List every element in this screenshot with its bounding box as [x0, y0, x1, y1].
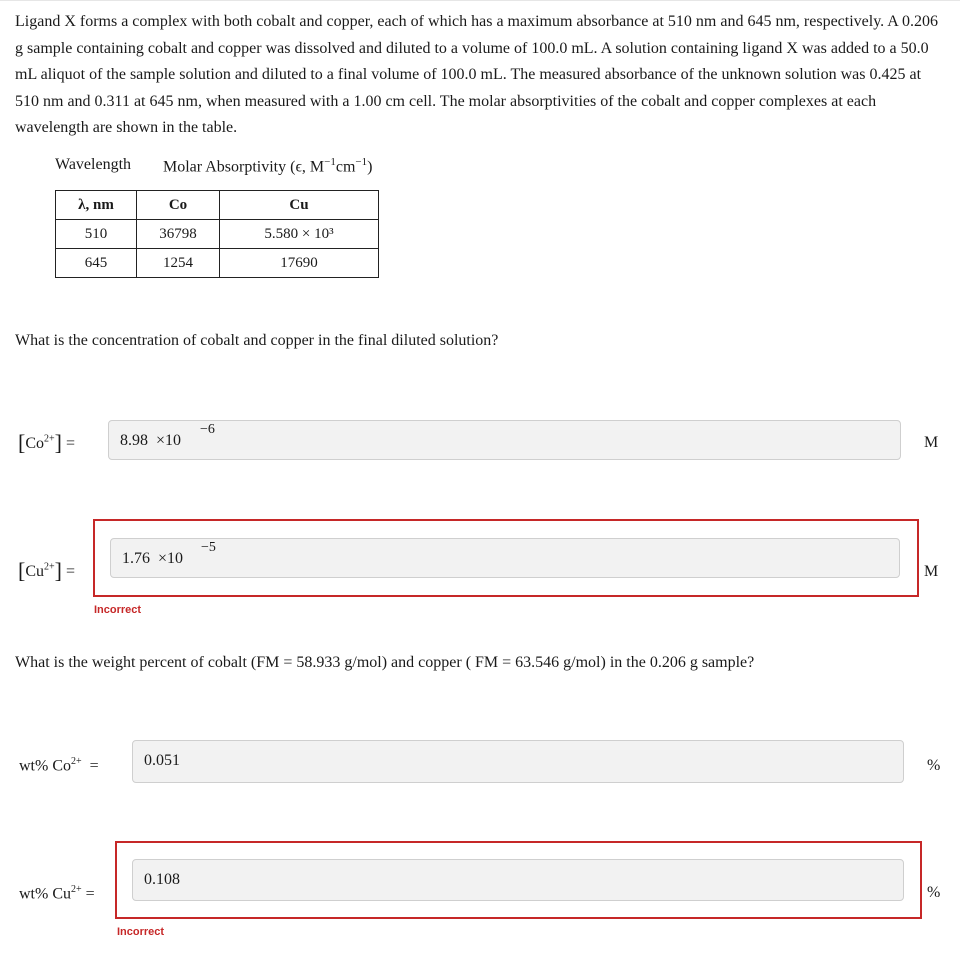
co-concentration-unit: M [924, 434, 939, 451]
right-bracket: ] [54, 430, 62, 455]
question-concentration: What is the concentration of cobalt and copper in the final diluted solution? [15, 332, 499, 349]
co-wt-prefix: wt% Co [19, 757, 71, 775]
caption-close: ) [367, 158, 373, 176]
cu-wt-input[interactable] [132, 859, 904, 901]
cu-wt-value: 0.108 [144, 871, 180, 888]
co-wt-unit: % [927, 757, 941, 774]
header-wavelength: λ, nm [56, 191, 137, 220]
top-divider [0, 0, 960, 1]
co-times-ten: ×10 [156, 432, 182, 449]
table-caption-wavelength: Wavelength [55, 156, 132, 173]
cu-concentration-value [122, 550, 183, 568]
table-header-row [56, 191, 379, 220]
cu-mantissa: 1.76 [122, 550, 150, 567]
cu-times-ten: ×10 [158, 550, 184, 567]
cu-concentration-feedback: Incorrect [94, 604, 142, 616]
co-ion: Co [25, 435, 44, 452]
table-row [56, 249, 379, 278]
left-bracket: [ [18, 430, 26, 455]
cell-cu: 17690 [220, 249, 379, 278]
absorptivity-table [55, 190, 379, 278]
cu-wt-feedback: Incorrect [117, 926, 165, 938]
co-wt-label [19, 756, 99, 775]
co-charge: 2+ [44, 433, 55, 445]
cu-concentration-unit: M [924, 563, 939, 580]
co-exponent: −6 [200, 422, 215, 437]
co-wt-value: 0.051 [144, 752, 180, 769]
co-concentration-value [120, 432, 181, 450]
cu-wt-charge: 2+ [71, 884, 82, 895]
cu-concentration-label [18, 558, 75, 584]
left-bracket: [ [18, 558, 26, 583]
cu-wt-unit: % [927, 884, 941, 901]
cu-exponent: −5 [201, 540, 216, 555]
cell-wavelength: 645 [56, 249, 137, 278]
co-wt-charge: 2+ [71, 756, 82, 767]
caption-text: Molar Absorptivity (ϵ, M [163, 158, 325, 176]
caption-exp-2: −1 [355, 156, 368, 168]
equals-sign: = [65, 563, 75, 580]
cu-concentration-input[interactable] [110, 538, 900, 578]
co-wt-input[interactable] [132, 740, 904, 783]
right-bracket: ] [54, 558, 62, 583]
co-mantissa: 8.98 [120, 432, 148, 449]
table-caption-absorptivity [163, 156, 372, 176]
header-cu: Cu [220, 191, 379, 220]
cu-ion: Cu [25, 563, 44, 580]
equals-sign: = [85, 885, 95, 903]
cu-charge: 2+ [44, 561, 55, 573]
header-co: Co [137, 191, 220, 220]
caption-exp-1: −1 [324, 156, 336, 168]
cu-wt-label [19, 884, 95, 903]
equals-sign: = [89, 757, 99, 775]
question-weight-percent: What is the weight percent of cobalt (FM = 58.933 g/mol) and copper ( FM = 63.546 g/mol) in the 0.206 g sample? [15, 654, 755, 671]
cell-co: 1254 [137, 249, 220, 278]
table-row [56, 220, 379, 249]
cell-wavelength: 510 [56, 220, 137, 249]
problem-statement: Ligand X forms a complex with both cobalt and copper, each of which has a maximum absorbance at 510 nm and 645 nm, respectively. A 0.206 g sample containing cobalt and copper was dissolved and diluted to a volume of 100.0 mL. A solution containing ligand X was added to a 50.0 mL aliquot of the sample solution and diluted to a final volume of 100.0 mL. The measured absorbance of the unknown solution was 0.425 at 510 nm and 0.311 at 645 nm, when measured with a 1.00 cm cell. The molar absorptivities of the cobalt and copper complexes at each wavelength are shown in the table. [15, 13, 938, 136]
cell-cu: 5.580 × 10³ [220, 220, 379, 249]
cell-co: 36798 [137, 220, 220, 249]
cu-wt-prefix: wt% Cu [19, 885, 71, 903]
co-concentration-input[interactable] [108, 420, 901, 460]
equals-sign: = [65, 435, 75, 452]
co-concentration-label [18, 430, 75, 456]
caption-cm: cm [335, 158, 356, 176]
